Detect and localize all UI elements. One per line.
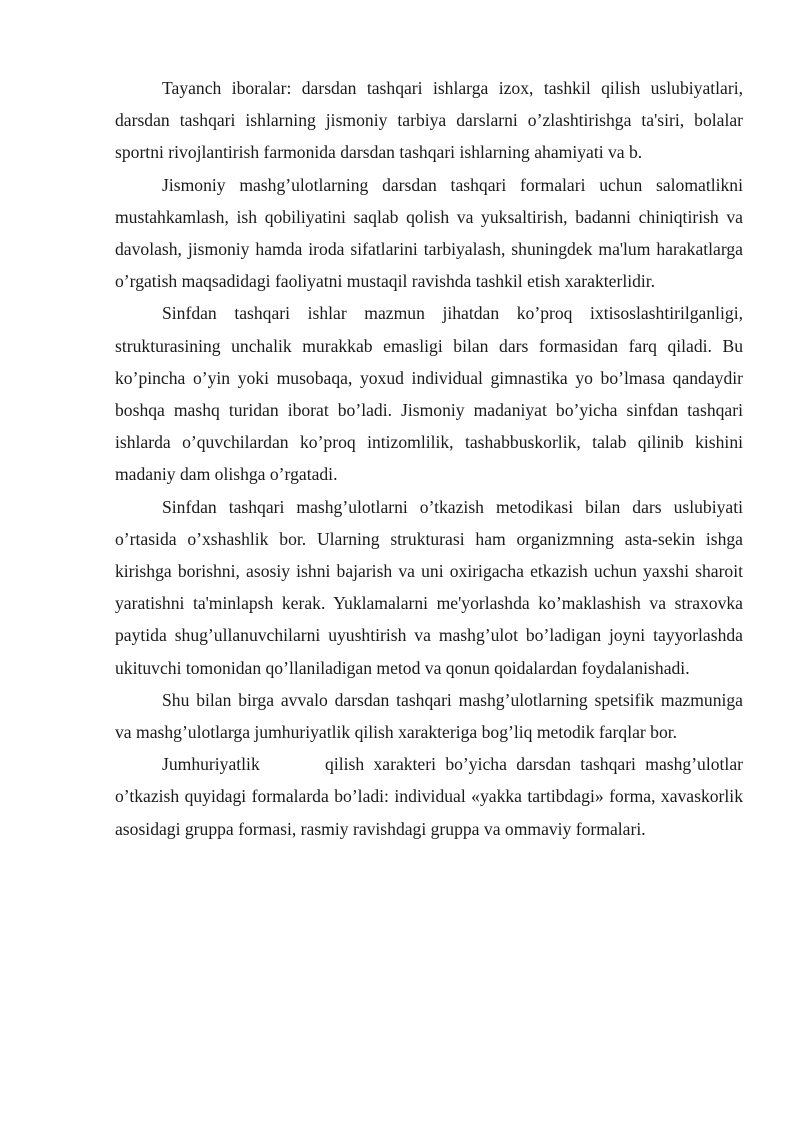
paragraph-extracurricular-forms: Jismoniy mashg’ulotlarning darsdan tashqari formalari uchun salomatlikni mustahkamlash, ish qobiliyatini saqlab qolish va yuksaltirish, badanni chiniqtirish va davolash, jismoniy hamda iroda sifatlarini tarbiyalash, shuningdek ma'lum harakatlarga o’rgatish maqsadidagi faoliyatni mustaqil ravishda tashkil etish xarakterlidir. [115, 174, 743, 292]
paragraph-forms-list: Jumhuriyatlik qilish xarakteri bo’yicha darsdan tashqari mashg’ulotlar o’tkazish quyidagi formalarda bo’ladi: individual «yakka tartibdagi» forma, xavaskorlik asosidagi gruppa formasi, rasmiy ravishdagi gruppa va ommaviy formalari. [115, 754, 748, 839]
paragraph-key-phrases: Tayanch iboralar: darsdan tashqari ishlarga izox, tashkil qilish uslubiyatlari, darsdan tashqari ishlarning jismoniy tarbiya darslarni o’zlashtirishga ta'siri, bolalar sportni rivojlantirish farmonida darsdan tashqari ishlarning ahamiyati va b. [115, 78, 743, 163]
body-text [115, 72, 748, 845]
paragraph-methodology: Sinfdan tashqari mashg’ulotlarni o’tkazish metodikasi bilan dars uslubiyati o’rtasida o’xshashlik bor. Ularning strukturasi ham organizmning asta-sekin ishga kirishga borishni, asosiy ishni bajarish va uni oxirigacha etkazish uchun yaxshi sharoit yaratishni ta'minlapsh kerak. Yuklamalarni me'yorlashda ko’maklashish va straxovka paytida shug’ullanuvchilarni uyushtirish va mashg’ulot bo’ladigan joyni tayyorlashda ukituvchi tomonidan qo’llaniladigan metod va qonun qoidalardan foydalanishadi. [115, 496, 743, 678]
paragraph-content-differences: Sinfdan tashqari ishlar mazmun jihatdan ko’proq ixtisoslashtirilganligi, strukturasining unchalik murakkab emasligi bilan dars formasidan farq qiladi. Bu ko’pincha o’yin yoki musobaqa, yoxud individual gimnastika yo bo’lmasa qandaydir boshqa mashq turidan iborat bo’ladi. Jismoniy madaniyat bo’yicha sinfdan tashqari ishlarda o’quvchilardan ko’proq intizomlilik, tashabbuskorlik, talab qilinib kishini madaniy dam olishga o’rgatadi. [115, 303, 743, 485]
paragraph-methodical-differences: Shu bilan birga avvalo darsdan tashqari mashg’ulotlarning spetsifik mazmuniga va mashg’ulotlarga jumhuriyatlik qilish xarakteriga bog’liq metodik farqlar bor. [115, 689, 743, 743]
